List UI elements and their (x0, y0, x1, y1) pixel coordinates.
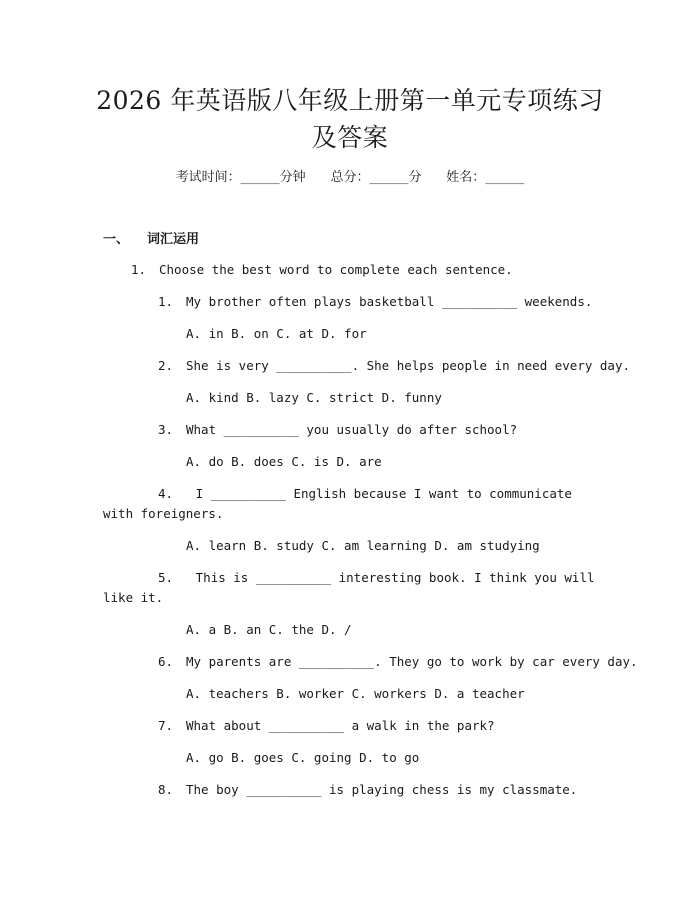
question-number: 7. (158, 718, 174, 733)
document-title-line1: 2026 年英语版八年级上册第一单元专项练习 (96, 86, 604, 115)
document-title-line2: 及答案 (311, 123, 389, 152)
question-1 (158, 292, 592, 312)
question-2 (158, 356, 630, 376)
question-6 (158, 652, 638, 672)
question-number: 2. (158, 358, 174, 373)
question-text: This is __________ interesting book. I think you will like it. (103, 570, 595, 605)
question-text: My brother often plays basketball __________ weekends. (186, 294, 593, 309)
question-1-options: A. in B. on C. at D. for (186, 326, 367, 341)
section-title: 词汇运用 (147, 232, 200, 247)
question-text: She is very __________. She helps people in need every day. (186, 358, 631, 373)
total-score-field: 总分：______分 (330, 170, 422, 185)
question-text: What __________ you usually do after school? (186, 422, 518, 437)
question-number: 8. (158, 782, 174, 797)
question-5-options: A. a B. an C. the D. / (186, 622, 352, 637)
question-number: 5. (158, 570, 174, 585)
question-3 (158, 420, 517, 440)
question-7-options: A. go B. goes C. going D. to go (186, 750, 420, 765)
instruction-line (131, 260, 513, 280)
question-4-options: A. learn B. study C. am learning D. am studying (186, 538, 540, 553)
question-number: 4. (158, 486, 174, 501)
exam-info-line (0, 168, 700, 188)
instruction-number: 1. (131, 262, 147, 277)
exam-time-field: 考试时间：______分钟 (175, 170, 306, 185)
section-heading (103, 230, 199, 250)
question-number: 3. (158, 422, 174, 437)
instruction-text: Choose the best word to complete each sentence. (159, 262, 513, 277)
section-number: 一、 (103, 232, 130, 247)
question-3-options: A. do B. does C. is D. are (186, 454, 382, 469)
question-text: The boy __________ is playing chess is my classmate. (186, 782, 578, 797)
question-5 (103, 568, 603, 608)
question-text: My parents are __________. They go to work by car every day. (186, 654, 638, 669)
question-4 (103, 484, 603, 524)
question-8 (158, 780, 577, 800)
question-number: 1. (158, 294, 174, 309)
question-2-options: A. kind B. lazy C. strict D. funny (186, 390, 442, 405)
student-name-field: 姓名：______ (446, 170, 525, 185)
question-number: 6. (158, 654, 174, 669)
question-7 (158, 716, 495, 736)
question-6-options: A. teachers B. worker C. workers D. a teacher (186, 686, 525, 701)
question-text: I __________ English because I want to communicate with foreigners. (103, 486, 572, 521)
question-text: What about __________ a walk in the park? (186, 718, 495, 733)
